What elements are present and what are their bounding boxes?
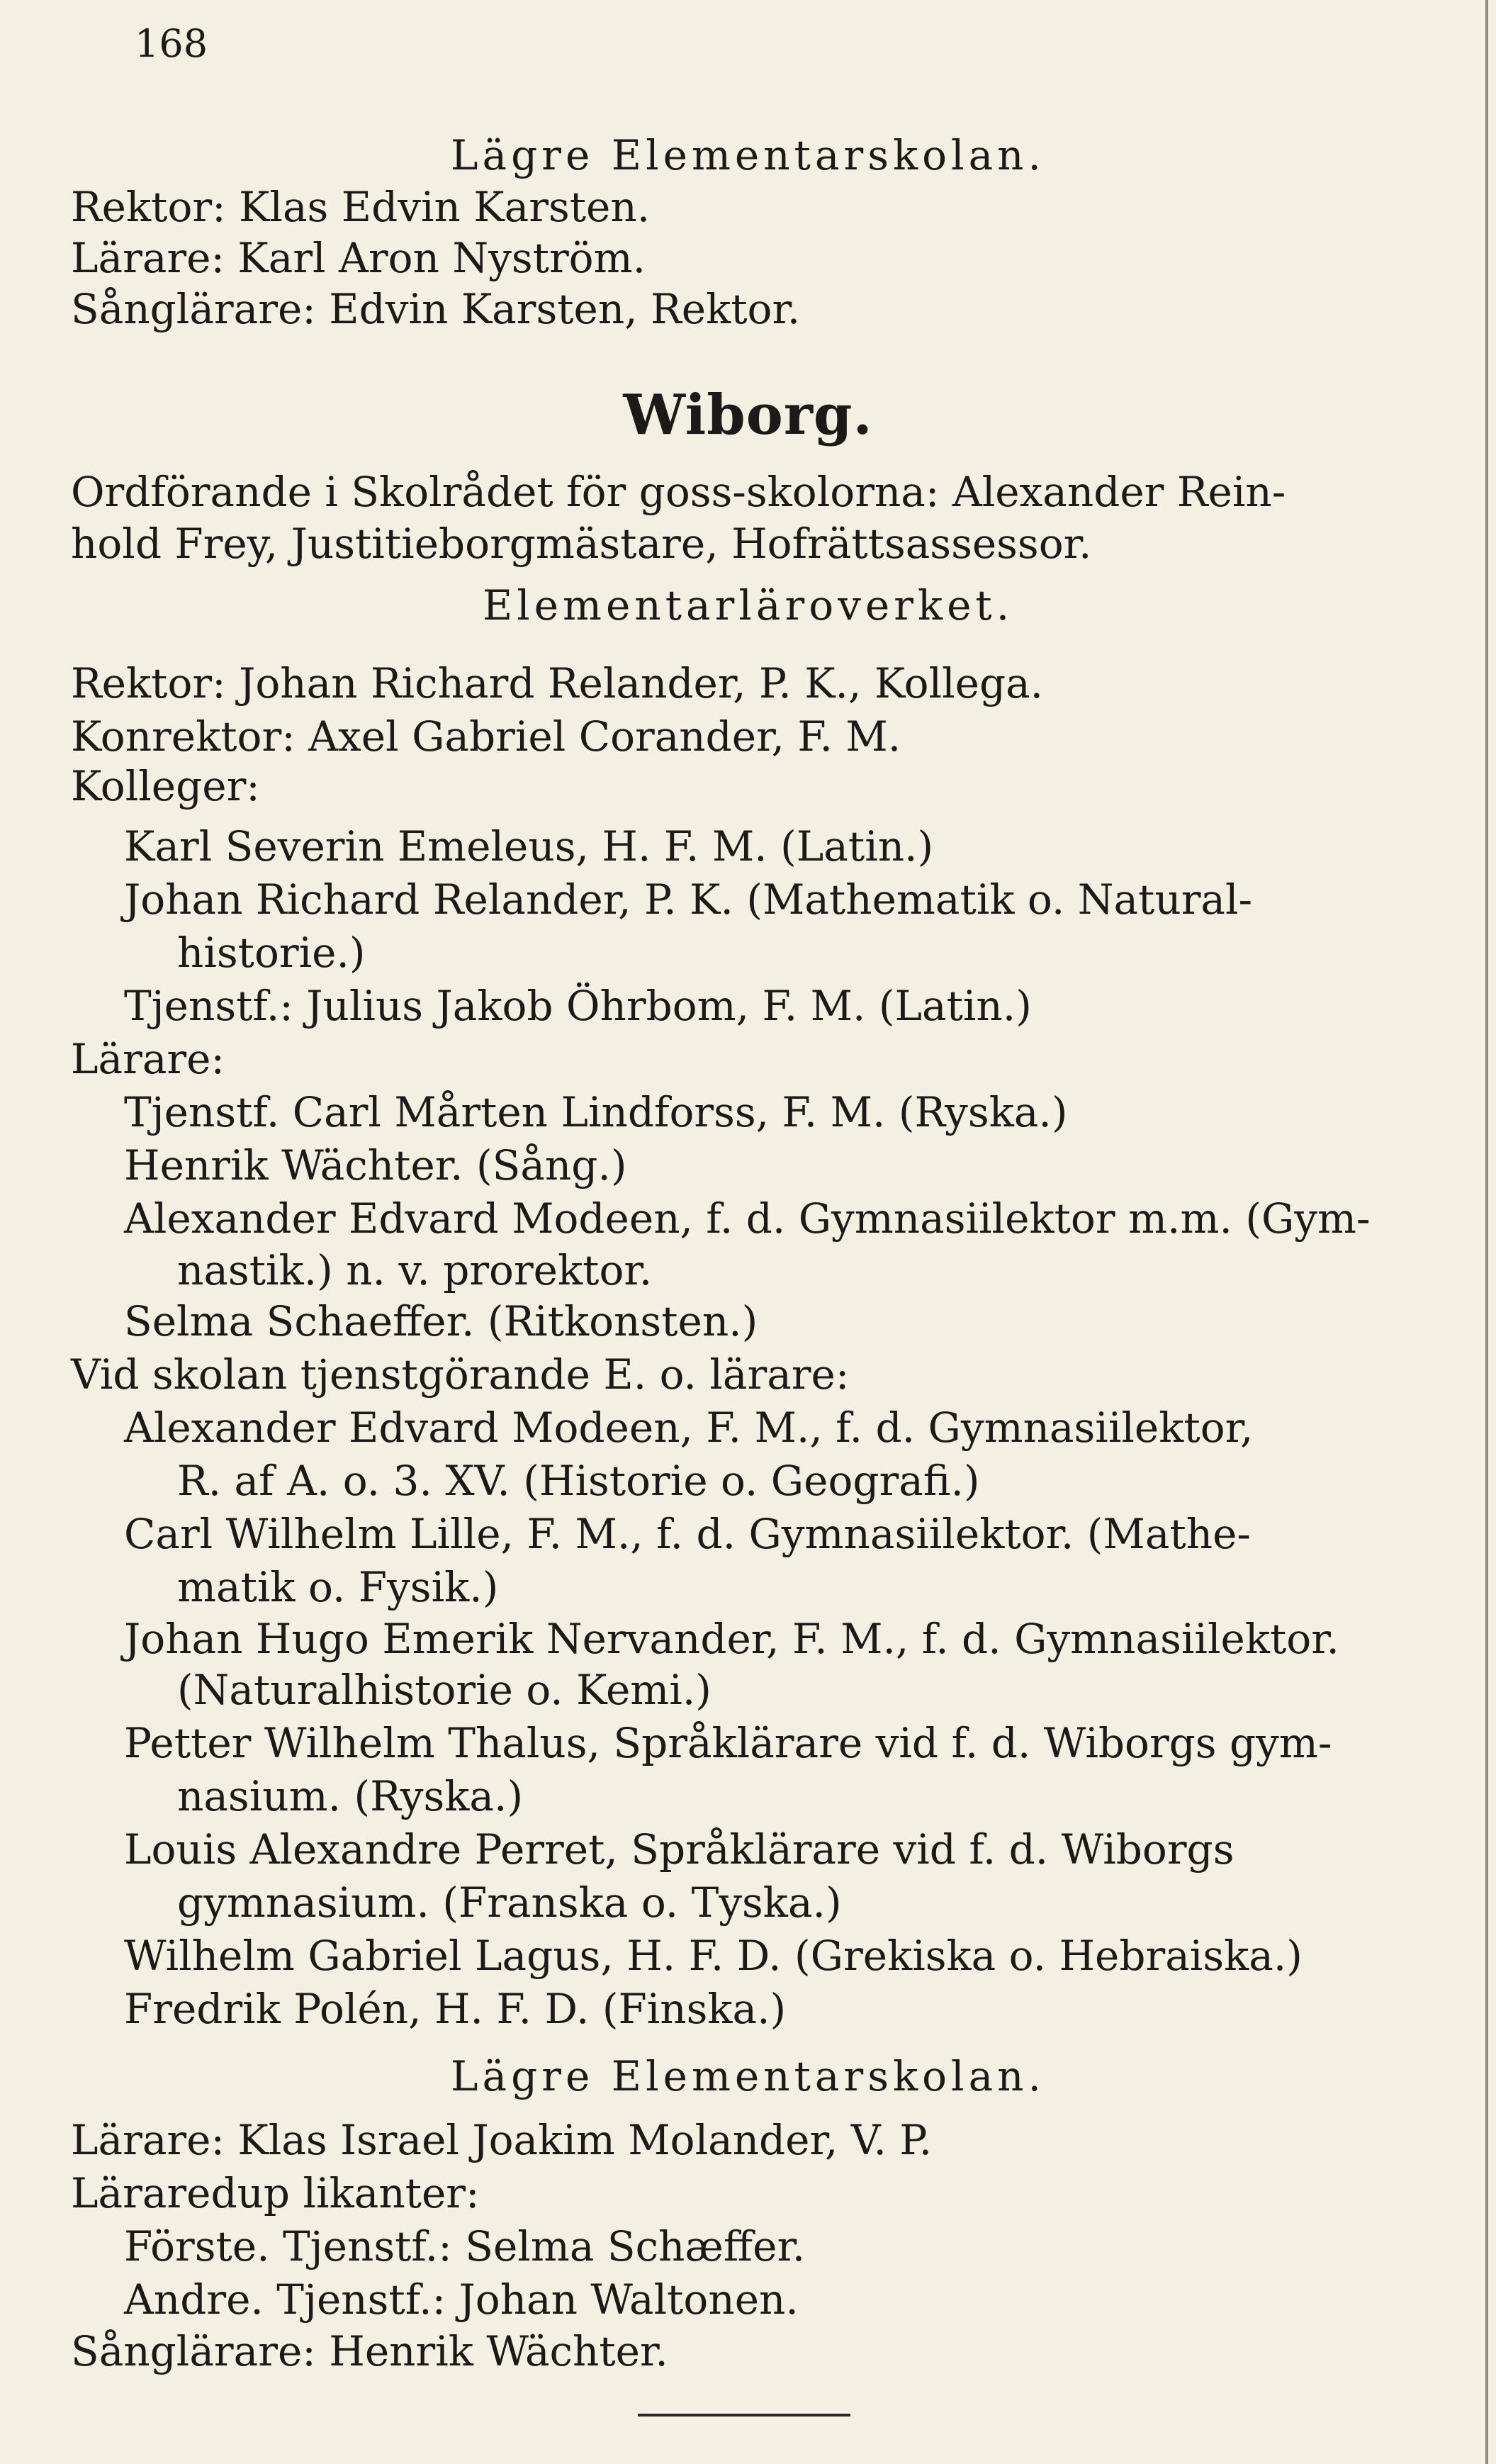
text-line: Sånglärare: Henrik Wächter. [71, 2327, 668, 2375]
text-line: Konrektor: Axel Gabriel Corander, F. M. [71, 712, 901, 761]
text-line: Louis Alexandre Perret, Språklärare vid f. d. Wiborgs [124, 1825, 1235, 1874]
text-line: Petter Wilhelm Thalus, Språklärare vid f. d. Wiborgs gym- [124, 1719, 1332, 1767]
page-edge [1485, 0, 1488, 2464]
text-line: R. af A. o. 3. XV. (Historie o. Geografi.) [177, 1457, 980, 1505]
text-line: Sånglärare: Edvin Karsten, Rektor. [71, 285, 801, 333]
text-line: Johan Hugo Emerik Nervander, F. M., f. d. Gymnasiilektor. [124, 1615, 1339, 1663]
text-line: gymnasium. (Franska o. Tyska.) [177, 1878, 842, 1927]
text-line: historie.) [177, 929, 366, 977]
text-line: Alexander Edvard Modeen, f. d. Gymnasiilektor m.m. (Gym- [124, 1194, 1371, 1243]
text-line: Henrik Wächter. (Sång.) [124, 1141, 627, 1189]
text-line: hold Frey, Justitieborgmästare, Hofrättsassessor. [71, 520, 1092, 568]
page-number: 168 [135, 21, 208, 66]
text-line: Carl Wilhelm Lille, F. M., f. d. Gymnasiilektor. (Mathe- [124, 1510, 1251, 1558]
text-line: (Naturalhistorie o. Kemi.) [177, 1666, 712, 1714]
text-line: Alexander Edvard Modeen, F. M., f. d. Gymnasiilektor, [124, 1404, 1254, 1452]
text-line: Wilhelm Gabriel Lagus, H. F. D. (Grekiska o. Hebraiska.) [124, 1932, 1303, 1980]
text-line: Lärare: [71, 1035, 225, 1083]
text-line: Tjenstf. Carl Mårten Lindforss, F. M. (Ryska.) [124, 1088, 1068, 1136]
text-line: Fredrik Polén, H. F. D. (Finska.) [124, 1985, 787, 2033]
text-line: nasium. (Ryska.) [177, 1772, 524, 1820]
text-line: Rektor: Johan Richard Relander, P. K., Kollega. [71, 659, 1044, 707]
text-line: matik o. Fysik.) [177, 1563, 499, 1611]
text-line: Kolleger: [71, 762, 260, 810]
text-line: Läraredup likanter: [71, 2169, 480, 2217]
end-rule [638, 2414, 850, 2417]
section-heading-lagre-1: Lägre Elementarskolan. [451, 131, 1045, 179]
text-line: Lärare: Karl Aron Nyström. [71, 234, 646, 282]
text-line: nastik.) n. v. prorektor. [177, 1246, 653, 1294]
text-line: Selma Schaeffer. (Ritkonsten.) [124, 1297, 758, 1345]
text-line: Karl Severin Emeleus, H. F. M. (Latin.) [124, 822, 934, 870]
section-heading-lagre-2: Lägre Elementarskolan. [451, 2052, 1045, 2100]
text-line: Ordförande i Skolrådet för goss-skolorna: Alexander Rein- [71, 468, 1286, 516]
text-line: Tjenstf.: Julius Jakob Öhrbom, F. M. (Latin.) [124, 982, 1032, 1030]
text-line: Rektor: Klas Edvin Karsten. [71, 183, 651, 231]
text-line: Andre. Tjenstf.: Johan Waltonen. [124, 2275, 799, 2324]
city-heading: Wiborg. [623, 383, 873, 447]
text-line: Vid skolan tjenstgörande E. o. lärare: [71, 1350, 850, 1399]
text-line: Lärare: Klas Israel Joakim Molander, V. P. [71, 2116, 933, 2164]
section-heading-elementarlaroverket: Elementarläroverket. [482, 581, 1014, 629]
text-line: Förste. Tjenstf.: Selma Schæffer. [124, 2222, 806, 2270]
text-line: Johan Richard Relander, P. K. (Mathematik o. Natural- [124, 875, 1253, 924]
